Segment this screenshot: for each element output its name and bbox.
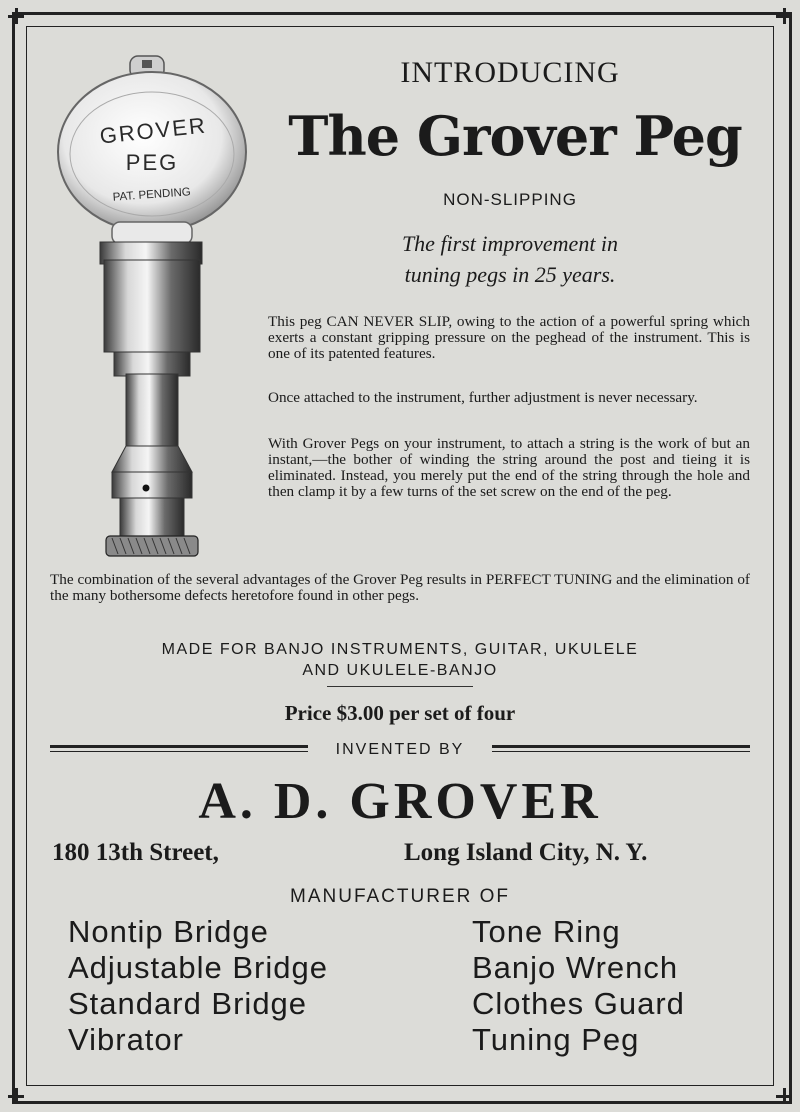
paragraph-attach-string: With Grover Pegs on your instrument, to attach a string is the work of but an instant,—the bother of winding the string around the post and tieing it is eliminated. Instead, you merely put the end of the string through the hole and then clamp it by a few turns of the set screw on the end of the peg.	[268, 435, 750, 500]
product-item: Vibrator	[68, 1022, 184, 1057]
made-for-instruments	[40, 639, 760, 681]
product-item: Banjo Wrench	[472, 950, 679, 985]
manufacturer-heading: MANUFACTURER OF	[290, 886, 510, 907]
tagline-line-2: tuning pegs in 25 years.	[404, 262, 616, 287]
tuning-peg-illustration	[54, 52, 250, 562]
corner-ornament-bottom-right	[776, 1088, 792, 1104]
paragraph-adjustment: Once attached to the instrument, further adjustment is never necessary.	[268, 389, 698, 406]
product-item: Standard Bridge	[68, 986, 308, 1021]
paragraph-never-slip: This peg CAN NEVER SLIP, owing to the action of a powerful spring which exerts a constant gripping pressure on the peghead of the instrument. This is one of its patented features.	[268, 313, 750, 362]
tagline-line-1: The first improvement in	[401, 231, 619, 256]
corner-ornament-bottom-left	[8, 1088, 24, 1104]
product-item: Nontip Bridge	[68, 914, 269, 949]
product-list-right	[472, 914, 685, 1058]
product-item: Clothes Guard	[472, 986, 685, 1021]
rule-left	[50, 745, 308, 752]
made-for-line-2: AND UKULELE-BANJO	[302, 662, 498, 679]
cap-label-grover: GROVER	[98, 112, 208, 149]
subtitle: NON-SLIPPING	[443, 190, 577, 209]
made-for-line-1: MADE FOR BANJO INSTRUMENTS, GUITAR, UKULELE	[161, 641, 639, 658]
corner-ornament-top-right	[776, 8, 792, 24]
address-city: Long Island City, N. Y.	[404, 839, 648, 866]
product-item: Tone Ring	[472, 914, 621, 949]
invented-by-row	[50, 741, 750, 767]
product-list-left	[68, 914, 328, 1058]
paragraph-perfect-tuning: The combination of the several advantages of the Grover Peg results in PERFECT TUNING and the elimination of the many bothersome defects heretofore found in other pegs.	[50, 571, 750, 604]
rule-right	[492, 745, 750, 752]
tagline	[260, 228, 760, 290]
cap-label-peg: PEG	[125, 150, 179, 175]
cap-label-patent: PAT. PENDING	[112, 186, 192, 204]
product-item: Adjustable Bridge	[68, 950, 328, 985]
corner-ornament-top-left	[8, 8, 24, 24]
page-title: The Grover Peg	[288, 104, 742, 168]
company-name: A. D. GROVER	[198, 773, 602, 830]
address-street: 180 13th Street,	[52, 839, 219, 866]
invented-by-label: INVENTED BY	[335, 741, 465, 758]
divider	[327, 686, 473, 687]
product-item: Tuning Peg	[472, 1022, 640, 1057]
price: Price $3.00 per set of four	[284, 701, 516, 725]
intro-heading: INTRODUCING	[400, 56, 620, 89]
